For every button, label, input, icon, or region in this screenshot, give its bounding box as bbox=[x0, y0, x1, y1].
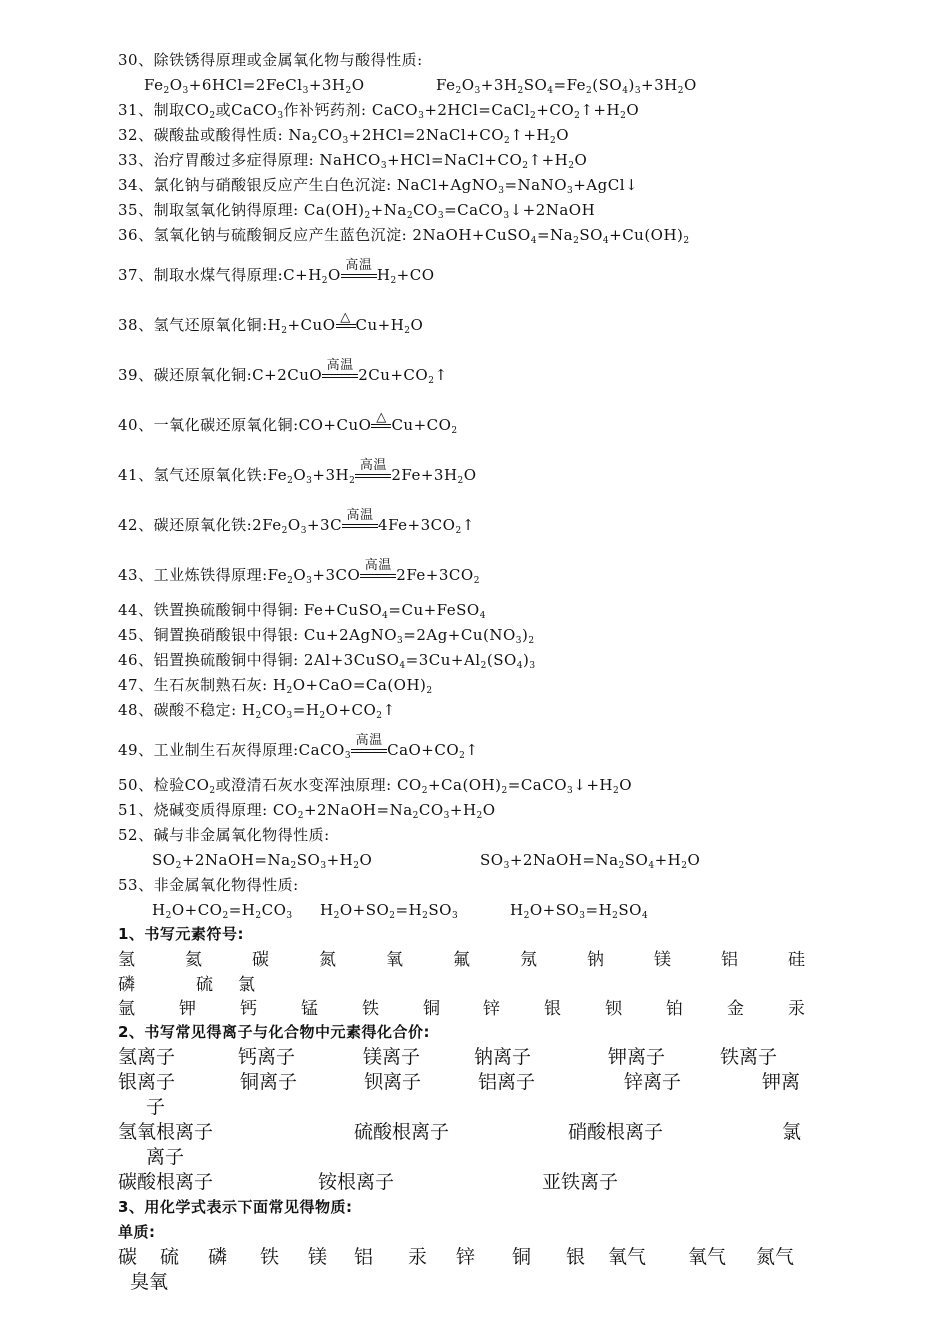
reaction-number: 32、 bbox=[118, 126, 154, 144]
reaction-number: 48、 bbox=[118, 701, 154, 719]
row-item: 氢 bbox=[118, 950, 135, 970]
reaction-line bbox=[118, 258, 435, 286]
row-item: 铁离子 bbox=[720, 1046, 778, 1068]
reaction-description: 工业炼铁得原理: bbox=[153, 566, 268, 584]
row-item: 硫酸根离子 bbox=[354, 1121, 450, 1143]
reaction-description: 铝置换硫酸铜中得铜: bbox=[153, 651, 299, 669]
section-3-title: 3、用化学式表示下面常见得物质: bbox=[118, 1198, 353, 1216]
row-item: 钡离子 bbox=[364, 1071, 422, 1093]
reaction-number: 31、 bbox=[118, 101, 154, 119]
reaction-line bbox=[118, 50, 423, 70]
row-item: 氮 bbox=[319, 950, 336, 970]
row-item: 铁 bbox=[362, 999, 379, 1019]
reaction-number: 37、 bbox=[118, 266, 154, 284]
reaction-number: 41、 bbox=[118, 466, 154, 484]
row-item: 碳 bbox=[118, 1246, 138, 1268]
row-item: 钙离子 bbox=[238, 1046, 296, 1068]
row-item: 亚铁离子 bbox=[542, 1171, 619, 1193]
equation: $H_2O+CaO=Ca(OH)_2$ bbox=[267, 676, 433, 696]
row-item: 锌离子 bbox=[624, 1071, 682, 1093]
equation: $CO_2+2NaOH=Na_2CO_3+H_2O$ bbox=[267, 801, 496, 821]
reaction-line bbox=[118, 600, 486, 620]
row-item: 硫 bbox=[196, 975, 213, 995]
reaction-number: 35、 bbox=[118, 201, 154, 219]
condition-label: △ bbox=[340, 310, 351, 325]
row-item: 氯 bbox=[782, 1121, 802, 1143]
reaction-number: 36、 bbox=[118, 226, 154, 244]
equation: $CaCO_3+2HCl=CaCl_2+CO_2↑+H_2O$ bbox=[366, 101, 640, 121]
reaction-description: 碳酸不稳定: bbox=[153, 701, 237, 719]
row-item: 氧气 bbox=[608, 1246, 647, 1268]
row-item: 汞 bbox=[788, 999, 805, 1019]
reaction-description: 工业制生石灰得原理: bbox=[153, 741, 299, 759]
equation: $NaHCO_3+HCl=NaCl+CO_2↑+H_2O$ bbox=[314, 151, 588, 171]
row-item: 锌 bbox=[483, 999, 500, 1019]
reaction-line bbox=[118, 675, 433, 695]
reaction-number: 53、 bbox=[118, 876, 154, 894]
reaction-number: 42、 bbox=[118, 516, 154, 534]
row-item: 铵根离子 bbox=[318, 1171, 395, 1193]
row-item: 氦 bbox=[185, 950, 202, 970]
equation: $2Fe_2O_3+3C$ 高温 $4Fe+3CO_2↑$ bbox=[252, 508, 475, 536]
reaction-number: 39、 bbox=[118, 366, 154, 384]
reaction-condition bbox=[322, 358, 358, 385]
substance-wrap: 臭氧 bbox=[130, 1271, 169, 1293]
reaction-line bbox=[118, 875, 299, 895]
condition-label: 高温 bbox=[364, 558, 392, 573]
reaction-description: 氢气还原氧化铁: bbox=[153, 466, 268, 484]
condition-label: △ bbox=[376, 410, 387, 425]
row-item: 氢氧根离子 bbox=[118, 1121, 214, 1143]
reaction-line bbox=[118, 150, 587, 170]
row-item: 氩 bbox=[118, 999, 135, 1019]
reaction-condition bbox=[351, 733, 387, 760]
section-3-subtitle: 单质: bbox=[118, 1223, 156, 1241]
reaction-line bbox=[118, 100, 639, 120]
reaction-line bbox=[118, 800, 496, 820]
equation: $Fe_2O_3+6HCl=2FeCl_3+3H_2O$ bbox=[144, 76, 365, 96]
row-item: 氧 bbox=[386, 950, 403, 970]
equation: $SO_3+2NaOH=Na_2SO_4+H_2O$ bbox=[480, 851, 701, 871]
row-item: 金 bbox=[727, 999, 744, 1019]
row-item: 碳 bbox=[252, 950, 269, 970]
row-item: 银离子 bbox=[118, 1071, 176, 1093]
row-item: 铝 bbox=[721, 950, 738, 970]
reaction-number: 30、 bbox=[118, 51, 154, 69]
reaction-number: 38、 bbox=[118, 316, 154, 334]
row-item: 氧气 bbox=[688, 1246, 727, 1268]
row-item: 镁 bbox=[308, 1246, 328, 1268]
equation: CO+CuO △ $Cu+CO_2$ bbox=[298, 410, 458, 436]
ion-wrap: 离子 bbox=[146, 1146, 185, 1168]
row-item: 氯 bbox=[238, 975, 255, 995]
reaction-description: 氢气还原氧化铜: bbox=[153, 316, 268, 334]
equation: $Na_2CO_3+2HCl=2NaCl+CO_2↑+H_2O$ bbox=[283, 126, 570, 146]
reaction-number: 50、 bbox=[118, 776, 154, 794]
condition-label: 高温 bbox=[345, 258, 373, 273]
ion-wrap: 子 bbox=[146, 1096, 166, 1118]
reaction-line bbox=[118, 410, 458, 436]
reaction-description: 非金属氧化物得性质: bbox=[153, 876, 299, 894]
equation: $C+H_2O$ 高温 $H_2+CO$ bbox=[283, 258, 435, 286]
row-item: 钙 bbox=[240, 999, 257, 1019]
reaction-number: 47、 bbox=[118, 676, 154, 694]
reaction-condition bbox=[342, 508, 378, 535]
reaction-description: 氢氧化钠与硫酸铜反应产生蓝色沉淀: bbox=[153, 226, 408, 244]
reaction-number: 43、 bbox=[118, 566, 154, 584]
row-item: 硝酸根离子 bbox=[568, 1121, 664, 1143]
row-item: 银 bbox=[566, 1246, 586, 1268]
reaction-line bbox=[118, 310, 424, 336]
reaction-number: 33、 bbox=[118, 151, 154, 169]
reaction-line bbox=[118, 650, 536, 670]
row-item: 磷 bbox=[118, 975, 135, 995]
row-item: 铝离子 bbox=[478, 1071, 536, 1093]
reaction-condition bbox=[360, 558, 396, 585]
equation: $Ca(OH)_2+Na_2CO_3=CaCO_3↓+2NaOH$ bbox=[298, 201, 596, 221]
equation: $Fe_2O_3+3H_2SO_4=Fe_2(SO_4)_3+3H_2O$ bbox=[436, 76, 697, 96]
reaction-description: 铁置换硫酸铜中得铜: bbox=[153, 601, 299, 619]
equation: $Cu+2AgNO_3=2Ag+Cu(NO_3)_2$ bbox=[298, 626, 535, 646]
reaction-number: 45、 bbox=[118, 626, 154, 644]
row-item: 磷 bbox=[208, 1246, 228, 1268]
reaction-line bbox=[118, 225, 690, 245]
row-item: 银 bbox=[544, 999, 561, 1019]
section-2-title: 2、书写常见得离子与化合物中元素得化合价: bbox=[118, 1023, 430, 1041]
reaction-description: 碳还原氧化铜: bbox=[153, 366, 253, 384]
reaction-description: 制取氢氧化钠得原理: bbox=[153, 201, 299, 219]
row-item: 铂 bbox=[666, 999, 683, 1019]
reaction-line bbox=[118, 125, 569, 145]
reaction-description: 铜置换硝酸银中得银: bbox=[153, 626, 299, 644]
reaction-condition bbox=[355, 458, 391, 485]
condition-label: 高温 bbox=[326, 358, 354, 373]
reaction-description: 制取水煤气得原理: bbox=[153, 266, 284, 284]
reaction-number: 34、 bbox=[118, 176, 154, 194]
row-item: 钡 bbox=[605, 999, 622, 1019]
equation: CaCO$_3$ 高温 $CaO+CO_2↑$ bbox=[298, 733, 479, 761]
row-item: 镁 bbox=[654, 950, 671, 970]
row-item: 钾离 bbox=[762, 1071, 801, 1093]
row-item: 氖 bbox=[520, 950, 537, 970]
row-item: 汞 bbox=[408, 1246, 428, 1268]
section-1-title: 1、书写元素符号: bbox=[118, 925, 244, 943]
equation: $H_2O+SO_3=H_2SO_4$ bbox=[510, 901, 649, 921]
row-item: 钾 bbox=[179, 999, 196, 1019]
row-item: 氟 bbox=[453, 950, 470, 970]
reaction-line bbox=[118, 200, 595, 220]
reaction-description: 制取$CO_2$或CaCO$_3$作补钙药剂: bbox=[153, 101, 367, 121]
equation: $H_2CO_3=H_2O+CO_2↑$ bbox=[236, 701, 396, 721]
reaction-number: 51、 bbox=[118, 801, 154, 819]
condition-label: 高温 bbox=[359, 458, 387, 473]
equation: $Fe_2O_3+3CO$ 高温 $2Fe+3CO_2$ bbox=[267, 558, 480, 586]
row-item: 碳酸根离子 bbox=[118, 1171, 214, 1193]
equation: $Fe_2O_3+3H_2$ 高温 $2Fe+3H_2O$ bbox=[267, 458, 477, 486]
equation: C+2CuO 高温 $2Cu+CO_2↑$ bbox=[252, 358, 448, 386]
row-item: 铜 bbox=[423, 999, 440, 1019]
row-item: 氢离子 bbox=[118, 1046, 176, 1068]
reaction-description: 一氧化碳还原氧化铜: bbox=[153, 416, 299, 434]
row-item: 铁 bbox=[260, 1246, 280, 1268]
reaction-line bbox=[118, 358, 448, 386]
equation: $CO_2+Ca(OH)_2=CaCO_3↓+H_2O$ bbox=[391, 776, 633, 796]
equation: $SO_2+2NaOH=Na_2SO_3+H_2O$ bbox=[152, 851, 373, 871]
row-item: 铜 bbox=[512, 1246, 532, 1268]
reaction-description: 碳还原氧化铁: bbox=[153, 516, 253, 534]
reaction-line bbox=[118, 458, 477, 486]
row-item: 硅 bbox=[788, 950, 805, 970]
equation: $2NaOH+CuSO_4=Na_2SO_4+Cu(OH)_2$ bbox=[407, 226, 690, 246]
reaction-number: 44、 bbox=[118, 601, 154, 619]
reaction-line bbox=[118, 175, 638, 195]
row-item: 锌 bbox=[456, 1246, 476, 1268]
reaction-description: 除铁锈得原理或金属氧化物与酸得性质: bbox=[153, 51, 423, 69]
reaction-description: 碱与非金属氧化物得性质: bbox=[153, 826, 330, 844]
reaction-description: 氯化钠与硝酸银反应产生白色沉淀: bbox=[153, 176, 392, 194]
condition-label: 高温 bbox=[346, 508, 374, 523]
equation: $H_2O+CO_2=H_2CO_3$ bbox=[152, 901, 293, 921]
row-item: 钠离子 bbox=[474, 1046, 532, 1068]
reaction-condition bbox=[371, 410, 391, 435]
reaction-description: 碳酸盐或酸得性质: bbox=[153, 126, 284, 144]
reaction-line bbox=[118, 700, 396, 720]
reaction-condition bbox=[341, 258, 377, 285]
reaction-number: 46、 bbox=[118, 651, 154, 669]
reaction-description: 检验$CO_2$或澄清石灰水变浑浊原理: bbox=[153, 776, 392, 796]
reaction-number: 52、 bbox=[118, 826, 154, 844]
reaction-line bbox=[118, 508, 475, 536]
row-item: 氮气 bbox=[756, 1246, 795, 1268]
equation: $2Al+3CuSO_4=3Cu+Al_2(SO_4)_3$ bbox=[298, 651, 536, 671]
row-item: 铜离子 bbox=[240, 1071, 298, 1093]
reaction-condition bbox=[336, 310, 356, 335]
reaction-line bbox=[118, 825, 330, 845]
reaction-description: 生石灰制熟石灰: bbox=[153, 676, 268, 694]
reaction-line bbox=[118, 558, 480, 586]
reaction-description: 烧碱变质得原理: bbox=[153, 801, 268, 819]
condition-label: 高温 bbox=[355, 733, 383, 748]
equation: $H_2O+SO_2=H_2SO_3$ bbox=[320, 901, 459, 921]
row-item: 铝 bbox=[354, 1246, 374, 1268]
reaction-line bbox=[118, 733, 479, 761]
reaction-line bbox=[118, 625, 535, 645]
row-item: 硫 bbox=[160, 1246, 180, 1268]
row-item: 钾离子 bbox=[608, 1046, 666, 1068]
reaction-line bbox=[118, 775, 632, 795]
equation: NaCl+AgNO$_3$=NaNO$_3$+AgCl↓ bbox=[391, 176, 639, 196]
row-item: 镁离子 bbox=[363, 1046, 421, 1068]
reaction-description: 治疗胃酸过多症得原理: bbox=[153, 151, 315, 169]
reaction-number: 40、 bbox=[118, 416, 154, 434]
row-item: 锰 bbox=[301, 999, 318, 1019]
equation: $H_2+CuO$ △ $Cu+H_2O$ bbox=[267, 310, 424, 336]
equation: Fe+CuSO$_4$=Cu+FeSO$_4$ bbox=[298, 601, 486, 621]
row-item: 钠 bbox=[587, 950, 604, 970]
reaction-number: 49、 bbox=[118, 741, 154, 759]
